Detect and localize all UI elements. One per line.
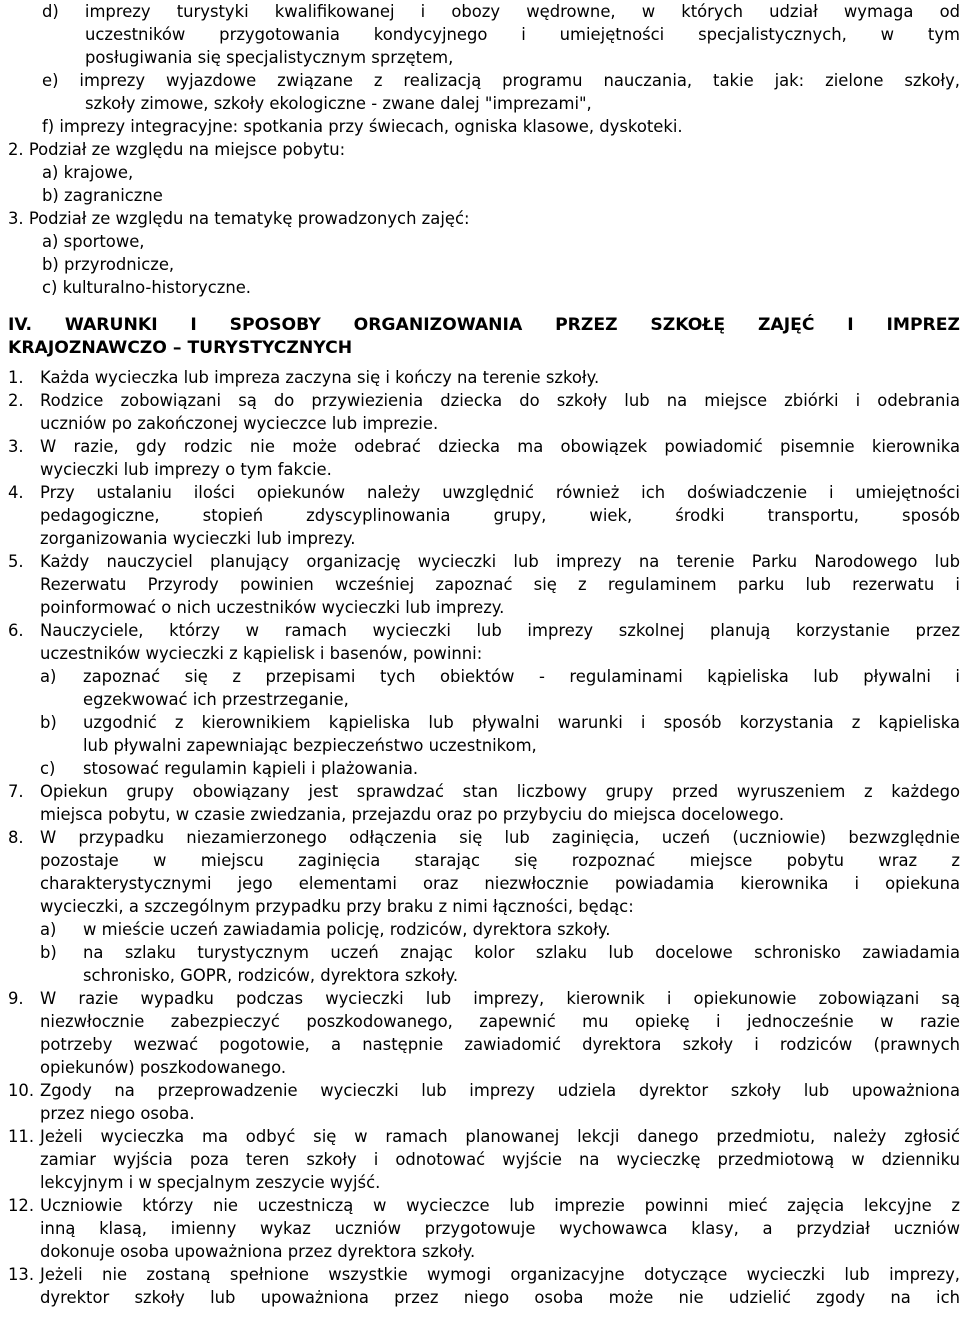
text-line: uczestników wycieczki z kąpielisk i basenów, powinni: <box>40 644 483 663</box>
text-line: egzekwować ich przestrzeganie, <box>83 690 349 709</box>
intro-item-f: f) imprezy integracyjne: spotkania przy świecach, ogniska klasowe, dyskoteki. <box>42 117 683 136</box>
intro-item-d <box>42 0 960 69</box>
list-item: a) krajowe, <box>42 163 134 182</box>
rule-item <box>8 550 960 619</box>
text-line: zamiar wyjścia poza teren szkoły i odnotować wyjście na wycieczkę przedmiotową w dzienniku <box>40 1150 960 1169</box>
rule-item <box>8 1125 960 1194</box>
sub-item-label: a) <box>40 667 57 686</box>
heading-line: IV. WARUNKI I SPOSOBY ORGANIZOWANIA PRZEZ SZKOŁĘ ZAJĘĆ I IMPREZ <box>8 315 960 335</box>
rule-number: 7. <box>8 782 24 801</box>
rule-number: 4. <box>8 483 24 502</box>
text-line: na szlaku turystycznym uczeń znając kolor szlaku lub docelowe schronisko zawiadamia <box>83 943 960 962</box>
text-line: wycieczki lub imprezy o tym fakcie. <box>40 460 332 479</box>
sub-item <box>40 665 960 711</box>
sub-item-label: b) <box>40 943 57 962</box>
rule-item <box>8 987 960 1079</box>
heading-line: KRAJOZNAWCZO – TURYSTYCZNYCH <box>8 338 353 358</box>
text-line: posługiwania się specjalistycznym sprzętem, <box>85 48 454 67</box>
sub-item-label: c) <box>40 759 56 778</box>
text-line: Nauczyciele, którzy w ramach wycieczki lub imprezy szkolnej planują korzystanie przez <box>40 621 960 640</box>
rule-number: 11. <box>8 1127 35 1146</box>
rule-number: 10. <box>8 1081 35 1100</box>
text-line: potrzeby wezwać pogotowie, a następnie zawiadomić dyrektora szkoły i rodziców (prawnych <box>40 1035 960 1054</box>
sub-item-label: a) <box>40 920 57 939</box>
rules-list <box>8 366 960 1309</box>
sub-item <box>40 711 960 757</box>
text-line: pedagogiczne, stopień zdyscyplinowania grupy, wiek, środki transportu, sposób <box>40 506 960 525</box>
rule-number: 6. <box>8 621 24 640</box>
list-item: b) przyrodnicze, <box>42 255 175 274</box>
text-line: poinformować o nich uczestników wycieczki lub imprezy. <box>40 598 505 617</box>
text-line: Każdy nauczyciel planujący organizację wycieczki lub imprezy na terenie Parku Narodowego lub <box>40 552 960 571</box>
text-line: w mieście uczeń zawiadamia policję, rodziców, dyrektora szkoły. <box>83 920 611 939</box>
rule-number: 12. <box>8 1196 35 1215</box>
intro-item-e <box>42 69 960 115</box>
text-line: d) imprezy turystyki kwalifikowanej i obozy wędrowne, w których udział wymaga od <box>42 2 960 21</box>
rule-item <box>8 780 960 826</box>
rule-number: 13. <box>8 1265 35 1284</box>
text-line: inną klasą, imienny wykaz uczniów przygotowuje wychowawca klasy, a przydział uczniów <box>40 1219 960 1238</box>
text-line: W razie, gdy rodzic nie może odebrać dziecka ma obowiązek powiadomić pisemnie kierownika <box>40 437 960 456</box>
text-line: opiekunów) poszkodowanego. <box>40 1058 287 1077</box>
rule-item <box>8 366 960 389</box>
text-line: wycieczki, a szczególnym przypadku przy braku z nimi łączności, będąc: <box>40 897 634 916</box>
text-line: Jeżeli nie zostaną spełnione wszystkie wymogi organizacyjne dotyczące wycieczki lub imprezy, <box>40 1265 960 1284</box>
rule-item <box>8 481 960 550</box>
text-line: dyrektor szkoły lub upoważniona przez niego osoba może nie udzielić zgody na ich <box>40 1288 960 1307</box>
rule-item <box>8 1079 960 1125</box>
rule-item <box>8 826 960 918</box>
text-line: niezwłocznie zabezpieczyć poszkodowanego, zapewnić mu opiekę i jednocześnie w razie <box>40 1012 960 1031</box>
text-line: e) imprezy wyjazdowe związane z realizacją programu nauczania, takie jak: zielone szkoły, <box>42 71 960 90</box>
rule-item <box>8 1263 960 1309</box>
text-line: charakterystycznymi jego elementami oraz niezwłocznie powiadamia kierownika i opiekuna <box>40 874 960 893</box>
text-line: lekcyjnym i w specjalnym zeszycie wyjść. <box>40 1173 381 1192</box>
text-line: Jeżeli wycieczka ma odbyć się w ramach planowanej lekcji danego przedmiotu, należy zgłosić <box>40 1127 960 1146</box>
text-line: Przy ustalaniu ilości opiekunów należy uwzględnić również ich doświadczenie i umiejętności <box>40 483 960 502</box>
sub-item <box>40 941 960 987</box>
text-line: Zgody na przeprowadzenie wycieczki lub imprezy udziela dyrektor szkoły lub upoważniona <box>40 1081 960 1100</box>
rule-number: 5. <box>8 552 24 571</box>
text-line: zorganizowania wycieczki lub imprezy. <box>40 529 356 548</box>
section-title: 3. Podział ze względu na tematykę prowadzonych zajęć: <box>8 209 470 228</box>
rule-number: 9. <box>8 989 24 1008</box>
text-line: W razie wypadku podczas wycieczki lub imprezy, kierownik i opiekunowie zobowiązani są <box>40 989 960 1008</box>
rule-number: 3. <box>8 437 24 456</box>
text-line: Uczniowie którzy nie uczestniczą w wycieczce lub imprezie powinni mieć zajęcia lekcyjne z <box>40 1196 960 1215</box>
text-line: uczestników przygotowania kondycyjnego i umiejętności specjalistycznych, w tym <box>85 25 960 44</box>
rule-number: 2. <box>8 391 24 410</box>
text-line: Opiekun grupy obowiązany jest sprawdzać stan liczbowy grupy przed wyruszeniem z każdego <box>40 782 960 801</box>
list-item: b) zagraniczne <box>42 186 163 205</box>
text-line: przez niego osoba. <box>40 1104 195 1123</box>
rule-number: 8. <box>8 828 24 847</box>
text-line: Rodzice zobowiązani są do przywiezienia dziecka do szkoły lub na miejsce zbiórki i odebrania <box>40 391 960 410</box>
text-line: uczniów po zakończonej wycieczce lub imprezie. <box>40 414 439 433</box>
rule-number: 1. <box>8 368 24 387</box>
text-line: uzgodnić z kierownikiem kąpieliska lub pływalni warunki i sposób korzystania z kąpieliska <box>83 713 960 732</box>
sub-item-label: b) <box>40 713 57 732</box>
rule-item <box>8 389 960 435</box>
chapter-heading <box>8 314 960 360</box>
text-line: zapoznać się z przepisami tych obiektów - regulaminami kąpieliska lub pływalni i <box>83 667 960 686</box>
rule-item <box>8 1194 960 1263</box>
list-item: a) sportowe, <box>42 232 145 251</box>
list-item: c) kulturalno-historyczne. <box>42 278 252 297</box>
section-3 <box>8 207 960 299</box>
text-line: miejsca pobytu, w czasie zwiedzania, przejazdu oraz po przybyciu do miejsca docelowego. <box>40 805 785 824</box>
rule-item <box>8 435 960 481</box>
sub-item <box>40 918 960 941</box>
text-line: W przypadku niezamierzonego odłączenia się lub zaginięcia, uczeń (uczniowie) bezwzględnie <box>40 828 960 847</box>
text-line: dokonuje osoba upoważniona przez dyrektora szkoły. <box>40 1242 476 1261</box>
text-line: stosować regulamin kąpieli i plażowania. <box>83 759 419 778</box>
section-title: 2. Podział ze względu na miejsce pobytu: <box>8 140 346 159</box>
sub-item <box>40 757 960 780</box>
text-line: Każda wycieczka lub impreza zaczyna się i kończy na terenie szkoły. <box>40 368 600 387</box>
text-line: szkoły zimowe, szkoły ekologiczne - zwane dalej "imprezami", <box>85 94 592 113</box>
text-line: pozostaje w miejscu zaginięcia starając się rozpoznać miejsce pobytu wraz z <box>40 851 960 870</box>
section-2 <box>8 138 960 207</box>
text-line: lub pływalni zapewniając bezpieczeństwo uczestnikom, <box>83 736 537 755</box>
text-line: schronisko, GOPR, rodziców, dyrektora szkoły. <box>83 966 459 985</box>
text-line: Rezerwatu Przyrody powinien wcześniej zapoznać się z regulaminem parku lub rezerwatu i <box>40 575 960 594</box>
rule-item <box>8 619 960 665</box>
